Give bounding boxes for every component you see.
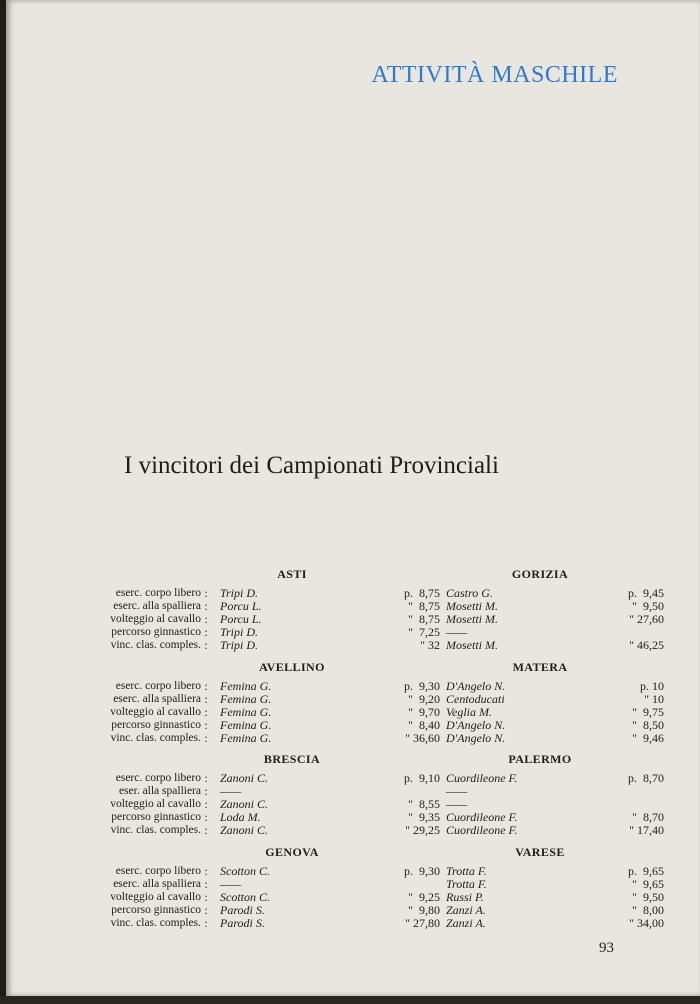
table-row [44,785,694,798]
left-score: p. 9,10 [404,771,440,785]
left-score: " 8,55 [408,797,440,811]
right-score: " 34,00 [629,916,664,930]
right-score: " 8,00 [632,903,664,917]
table-row [44,865,694,878]
table-row [44,891,694,904]
left-winner-name: Femina G. [220,679,272,693]
table-row [44,600,694,613]
section-label: ATTIVITÀ MASCHILE [371,62,618,88]
colon-separator: : [204,731,208,745]
left-winner-name: Femina G. [220,731,272,745]
colon-separator: : [204,612,208,626]
right-winner-name: D'Angelo N. [446,718,506,732]
event-label: volteggio al cavallo [110,891,201,903]
right-score: p. 9,45 [628,586,664,600]
province-name-right: GORIZIA [511,567,569,581]
event-label: vinc. clas. comples. [110,732,201,744]
left-winner-name: Femina G. [220,692,272,706]
left-score: " 9,20 [408,692,440,706]
right-winner-name: Zanzi A. [446,916,486,930]
event-label: percorso ginnastico [111,904,201,916]
left-winner-name: Zanoni C. [220,771,269,785]
table-row [44,613,694,626]
left-winner-name: Loda M. [220,810,261,824]
colon-separator: : [204,692,208,706]
right-winner-name: —— [446,784,468,798]
province-block [44,845,694,935]
colon-separator: : [204,679,208,693]
right-winner-name: D'Angelo N. [446,731,506,745]
province-name-left: BRESCIA [263,752,321,766]
right-score: " 9,65 [632,877,664,891]
table-row [44,917,694,930]
left-score: " 8,75 [408,612,440,626]
left-score: " 32 [420,638,440,652]
colon-separator: : [204,705,208,719]
right-winner-name: Mosetti M. [446,599,498,613]
right-winner-name: —— [446,797,468,811]
colon-separator: : [204,638,208,652]
province-name-right: MATERA [512,660,568,674]
left-winner-name: Scotton C. [220,890,270,904]
left-winner-name: Femina G. [220,705,272,719]
table-row [44,772,694,785]
left-winner-name: —— [220,877,242,891]
table-row [44,706,694,719]
colon-separator: : [204,718,208,732]
province-block [44,752,694,842]
province-name-left: ASTI [277,567,307,581]
left-score: " 8,40 [408,718,440,732]
right-winner-name: Trotta F. [446,864,487,878]
colon-separator: : [204,916,208,930]
colon-separator: : [204,903,208,917]
left-score: " 9,80 [408,903,440,917]
colon-separator: : [204,797,208,811]
right-score: " 9,50 [632,890,664,904]
province-name-left: GENOVA [265,845,319,859]
event-label: eserc. corpo libero [115,772,201,784]
province-name-right: VARESE [515,845,565,859]
right-score: p. 10 [640,679,664,693]
table-row [44,587,694,600]
left-winner-name: Zanoni C. [220,797,269,811]
left-score: " 9,25 [408,890,440,904]
left-winner-name: Parodi S. [220,916,265,930]
colon-separator: : [204,625,208,639]
province-name-right: PALERMO [508,752,572,766]
table-row [44,719,694,732]
left-score: " 9,35 [408,810,440,824]
event-label: eserc. alla spalliera [113,878,201,890]
right-score: p. 9,65 [628,864,664,878]
right-score: " 17,40 [629,823,664,837]
left-winner-name: Zanoni C. [220,823,269,837]
colon-separator: : [204,890,208,904]
right-winner-name: —— [446,625,468,639]
right-winner-name: Castro G. [446,586,493,600]
left-score: p. 9,30 [404,864,440,878]
event-label: vinc. clas. comples. [110,824,201,836]
event-label: vinc. clas. comples. [110,639,201,651]
event-label: eser. alla spalliera [118,785,201,797]
right-score: p. 8,70 [628,771,664,785]
right-score: " 9,46 [632,731,664,745]
event-label: percorso ginnastico [111,626,201,638]
colon-separator: : [204,877,208,891]
event-label: percorso ginnastico [111,719,201,731]
left-score: " 9,70 [408,705,440,719]
right-score: " 27,60 [629,612,664,626]
province-name-left: AVELLINO [259,660,325,674]
table-row [44,626,694,639]
event-label: eserc. corpo libero [115,680,201,692]
left-winner-name: Scotton C. [220,864,270,878]
page-edge [0,996,700,1004]
right-winner-name: Mosetti M. [446,612,498,626]
table-row [44,811,694,824]
right-winner-name: Zanzi A. [446,903,486,917]
table-row [44,693,694,706]
right-score: " 10 [644,692,664,706]
right-score: " 9,75 [632,705,664,719]
left-score: p. 8,75 [404,586,440,600]
left-winner-name: Porcu L. [220,599,262,613]
page-number: 93 [599,940,614,956]
colon-separator: : [204,784,208,798]
left-winner-name: —— [220,784,242,798]
event-label: eserc. alla spalliera [113,693,201,705]
table-row [44,824,694,837]
right-winner-name: Cuordileone F. [446,771,518,785]
left-score: p. 9,30 [404,679,440,693]
table-row [44,680,694,693]
right-score: " 9,50 [632,599,664,613]
table-row [44,904,694,917]
right-score: " 8,50 [632,718,664,732]
right-winner-name: Trotta F. [446,877,487,891]
province-block [44,660,694,750]
event-label: eserc. corpo libero [115,587,201,599]
event-label: volteggio al cavallo [110,613,201,625]
right-winner-name: Cuordileone F. [446,823,518,837]
colon-separator: : [204,586,208,600]
left-score: " 7,25 [408,625,440,639]
event-label: volteggio al cavallo [110,798,201,810]
left-winner-name: Parodi S. [220,903,265,917]
right-score: " 46,25 [629,638,664,652]
province-block [44,567,694,657]
right-winner-name: Centoducati [446,692,505,706]
page [6,0,700,996]
left-score: " 27,80 [405,916,440,930]
left-score: " 29,25 [405,823,440,837]
right-winner-name: Mosetti M. [446,638,498,652]
colon-separator: : [204,599,208,613]
event-label: percorso ginnastico [111,811,201,823]
right-winner-name: Veglia M. [446,705,492,719]
colon-separator: : [204,771,208,785]
left-score: " 8,75 [408,599,440,613]
right-winner-name: Russi P. [446,890,484,904]
event-label: vinc. clas. comples. [110,917,201,929]
event-label: volteggio al cavallo [110,706,201,718]
left-score: " 36,60 [405,731,440,745]
left-winner-name: Femina G. [220,718,272,732]
table-row [44,639,694,652]
left-winner-name: Porcu L. [220,612,262,626]
colon-separator: : [204,864,208,878]
event-label: eserc. alla spalliera [113,600,201,612]
right-winner-name: Cuordileone F. [446,810,518,824]
page-title: I vincitori dei Campionati Provinciali [124,452,499,479]
table-row [44,732,694,745]
table-row [44,878,694,891]
left-winner-name: Tripi D. [220,638,259,652]
table-row [44,798,694,811]
left-winner-name: Tripi D. [220,625,259,639]
right-winner-name: D'Angelo N. [446,679,506,693]
right-score: " 8,70 [632,810,664,824]
colon-separator: : [204,823,208,837]
event-label: eserc. corpo libero [115,865,201,877]
left-winner-name: Tripi D. [220,586,259,600]
colon-separator: : [204,810,208,824]
